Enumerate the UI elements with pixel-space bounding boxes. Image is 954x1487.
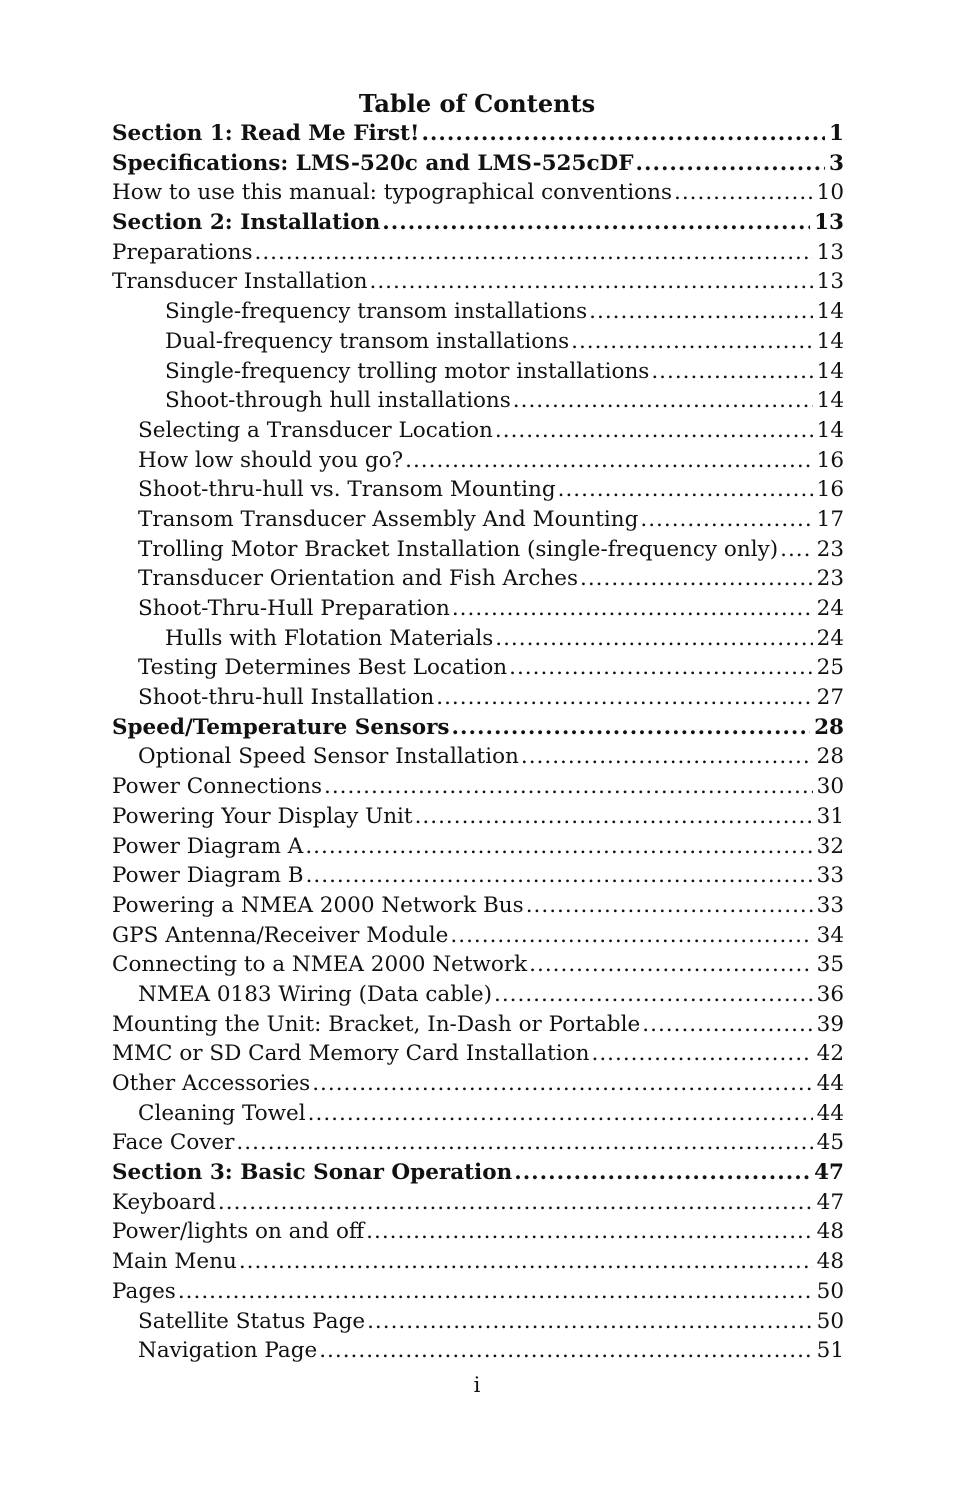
dot-leader	[239, 1249, 813, 1274]
toc-entry-page: 30	[816, 774, 844, 800]
toc-entry	[112, 1041, 844, 1071]
toc-entry-label: Other Accessories	[112, 1071, 311, 1096]
toc-entry-label: Power Connections	[112, 774, 322, 800]
toc-entry	[112, 863, 844, 893]
toc-entry-label: Pages	[112, 1278, 176, 1304]
toc-entry-label: Single-frequency transom installations	[165, 299, 588, 325]
dot-leader	[405, 448, 813, 473]
toc-entry	[112, 952, 844, 982]
toc-entry	[112, 1338, 844, 1368]
toc-entry-label: Dual-frequency transom installations	[165, 328, 570, 354]
toc-entry-page: 28	[816, 744, 844, 770]
toc-entry-page: 44	[816, 1071, 844, 1096]
toc-entry-page: 48	[816, 1249, 844, 1275]
toc-entry	[112, 299, 844, 329]
dot-leader	[521, 744, 813, 769]
toc-entry	[112, 121, 844, 151]
toc-entry	[112, 1249, 844, 1279]
toc-entry-page: 14	[816, 328, 844, 354]
toc-entry-label: Specifications: LMS-520c and LMS-525cDF	[112, 150, 634, 176]
toc-entry-page: 17	[816, 506, 844, 532]
dot-leader	[514, 1160, 810, 1185]
toc-entry-page: 23	[816, 566, 844, 592]
toc-entry-label: Mounting the Unit: Bracket, In-Dash or Portable	[112, 1011, 641, 1037]
dot-leader	[436, 685, 812, 710]
toc-entry-page: 28	[814, 714, 844, 740]
dot-leader	[306, 863, 813, 888]
toc-entry-label: Speed/Temperature Sensors	[112, 714, 450, 740]
toc-entry-label: Keyboard	[112, 1189, 216, 1215]
dot-leader	[780, 537, 813, 562]
toc-entry-label: Shoot-through hull installations	[165, 388, 511, 414]
toc-entry	[112, 537, 844, 567]
toc-entry-page: 25	[816, 655, 844, 681]
toc-entry-label: Shoot-thru-hull Installation	[138, 685, 435, 711]
dot-leader	[382, 210, 810, 235]
toc-entry-page: 32	[816, 833, 844, 859]
dot-leader	[366, 1219, 812, 1244]
toc-entry-label: Transom Transducer Assembly And Mounting	[138, 506, 639, 532]
dot-leader	[308, 1101, 813, 1126]
dot-leader	[642, 1012, 812, 1037]
dot-leader	[509, 655, 813, 680]
toc-entry-page: 50	[816, 1308, 844, 1334]
toc-entry	[112, 329, 844, 359]
dot-leader	[635, 151, 825, 176]
toc-entry-page: 42	[816, 1041, 844, 1067]
toc-entry-page: 35	[816, 952, 844, 978]
toc-entry-page: 47	[816, 1189, 844, 1215]
dot-leader	[218, 1190, 813, 1215]
toc-entry	[112, 923, 844, 953]
toc-entry	[112, 180, 844, 210]
toc-entry-label: Trolling Motor Bracket Installation (single-frequency only)	[138, 536, 779, 562]
toc-entry-page: 10	[816, 180, 844, 206]
toc-entry-page: 24	[816, 625, 844, 651]
toc-entry-page: 51	[816, 1338, 844, 1364]
toc-entry-label: MMC or SD Card Memory Card Installation	[112, 1041, 590, 1067]
dot-leader	[558, 477, 813, 502]
toc-entry-label: How low should you go?	[138, 447, 404, 473]
toc-entry-label: Selecting a Transducer Location	[138, 417, 493, 443]
dot-leader	[367, 1309, 813, 1334]
toc-entry	[112, 1071, 844, 1101]
toc-entry-page: 45	[816, 1130, 844, 1156]
toc-entry-page: 16	[816, 447, 844, 473]
dot-leader	[513, 388, 813, 413]
dot-leader	[452, 596, 813, 621]
dot-leader	[592, 1041, 813, 1066]
toc-entry-label: Powering a NMEA 2000 Network Bus	[112, 892, 524, 918]
dot-leader	[529, 952, 812, 977]
toc-entry-page: 3	[829, 150, 844, 176]
toc-entry	[112, 626, 844, 656]
toc-entry-label: Section 2: Installation	[112, 210, 381, 236]
toc-entry-label: Testing Determines Best Location	[138, 655, 508, 681]
dot-leader	[178, 1279, 813, 1304]
dot-leader	[305, 834, 812, 859]
toc-entry-label: How to use this manual: typographical conventions	[112, 180, 672, 206]
toc-entry	[112, 240, 844, 270]
toc-entry-page: 16	[816, 477, 844, 503]
toc-entry	[112, 1012, 844, 1042]
toc-entry-page: 13	[816, 269, 844, 295]
toc-entry-label: Hulls with Flotation Materials	[165, 625, 494, 651]
toc-entry-label: Navigation Page	[138, 1338, 318, 1364]
toc-entry-label: Power Diagram A	[112, 833, 304, 859]
toc-entry	[112, 774, 844, 804]
toc-entry-label: Section 1: Read Me First!	[112, 121, 420, 146]
toc-entry-label: Connecting to a NMEA 2000 Network	[112, 952, 528, 978]
dot-leader	[255, 240, 813, 265]
dot-leader	[415, 804, 813, 829]
dot-leader	[236, 1130, 812, 1155]
toc-entry-page: 13	[814, 210, 844, 236]
toc-entry	[112, 359, 844, 389]
dot-leader	[324, 774, 813, 799]
toc-entry-page: 27	[816, 685, 844, 711]
dot-leader	[370, 269, 813, 294]
toc-entry	[112, 210, 844, 240]
toc-entry-label: Transducer Orientation and Fish Arches	[138, 566, 578, 592]
toc-entry-label: Transducer Installation	[112, 269, 368, 295]
toc-entry-page: 23	[816, 536, 844, 562]
toc-entry	[112, 685, 844, 715]
dot-leader	[494, 982, 813, 1007]
dot-leader	[450, 923, 812, 948]
toc-entry-label: Shoot-thru-hull vs. Transom Mounting	[138, 477, 556, 503]
toc-entry-label: GPS Antenna/Receiver Module	[112, 922, 449, 948]
toc-entry	[112, 1130, 844, 1160]
toc-entry	[112, 566, 844, 596]
toc-entry-page: 1	[829, 121, 844, 146]
toc-entry-label: Power/lights on and off	[112, 1219, 365, 1245]
dot-leader	[319, 1338, 812, 1363]
toc-entry-page: 33	[816, 863, 844, 889]
table-of-contents	[112, 121, 844, 1368]
toc-entry	[112, 477, 844, 507]
dot-leader	[495, 626, 812, 651]
dot-leader	[580, 566, 813, 591]
toc-entry	[112, 744, 844, 774]
toc-entry-page: 13	[816, 239, 844, 265]
toc-entry	[112, 893, 844, 923]
toc-entry	[112, 1160, 844, 1190]
toc-entry	[112, 1190, 844, 1220]
toc-entry-page: 14	[816, 358, 844, 384]
toc-entry	[112, 1101, 844, 1131]
toc-entry-label: Main Menu	[112, 1249, 237, 1275]
toc-entry-label: Preparations	[112, 239, 253, 265]
toc-entry	[112, 448, 844, 478]
page-title: Table of Contents	[358, 89, 596, 118]
toc-entry-page: 50	[816, 1278, 844, 1304]
toc-entry	[112, 1219, 844, 1249]
dot-leader	[674, 180, 813, 205]
toc-entry-page: 34	[816, 922, 844, 948]
toc-entry-label: Single-frequency trolling motor installations	[165, 358, 650, 384]
toc-entry-label: Cleaning Towel	[138, 1100, 306, 1126]
toc-entry-page: 48	[816, 1219, 844, 1245]
toc-entry	[112, 655, 844, 685]
toc-entry-page: 39	[816, 1011, 844, 1037]
toc-entry	[112, 596, 844, 626]
toc-entry-page: 47	[814, 1160, 844, 1186]
toc-entry	[112, 151, 844, 181]
dot-leader	[640, 507, 812, 532]
toc-entry-label: Face Cover	[112, 1130, 235, 1156]
toc-entry-label: NMEA 0183 Wiring (Data cable)	[138, 981, 492, 1007]
dot-leader	[526, 893, 813, 918]
toc-entry-label: Powering Your Display Unit	[112, 803, 413, 829]
toc-entry-page: 14	[816, 417, 844, 443]
toc-entry-page: 24	[816, 596, 844, 621]
dot-leader	[495, 418, 813, 443]
toc-entry	[112, 982, 844, 1012]
toc-entry	[112, 1279, 844, 1309]
toc-entry	[112, 507, 844, 537]
toc-entry-label: Satellite Status Page	[138, 1308, 366, 1334]
dot-leader	[651, 359, 812, 384]
toc-entry	[112, 804, 844, 834]
toc-entry-label: Optional Speed Sensor Installation	[138, 744, 519, 770]
toc-entry	[112, 1309, 844, 1339]
toc-entry	[112, 418, 844, 448]
toc-entry-page: 14	[816, 388, 844, 414]
toc-entry-label: Shoot-Thru-Hull Preparation	[138, 596, 450, 621]
dot-leader	[421, 121, 825, 146]
dot-leader	[312, 1071, 812, 1096]
toc-entry	[112, 388, 844, 418]
toc-entry-page: 31	[816, 803, 844, 829]
dot-leader	[452, 715, 811, 740]
toc-entry-label: Power Diagram B	[112, 863, 304, 889]
toc-entry	[112, 269, 844, 299]
dot-leader	[571, 329, 813, 354]
toc-entry-page: 36	[816, 981, 844, 1007]
dot-leader	[589, 299, 812, 324]
toc-entry	[112, 715, 844, 745]
toc-entry	[112, 834, 844, 864]
toc-entry-page: 14	[816, 299, 844, 325]
toc-entry-page: 44	[816, 1100, 844, 1126]
page-number: i	[473, 1373, 481, 1397]
toc-entry-page: 33	[816, 892, 844, 918]
toc-entry-label: Section 3: Basic Sonar Operation	[112, 1160, 513, 1186]
